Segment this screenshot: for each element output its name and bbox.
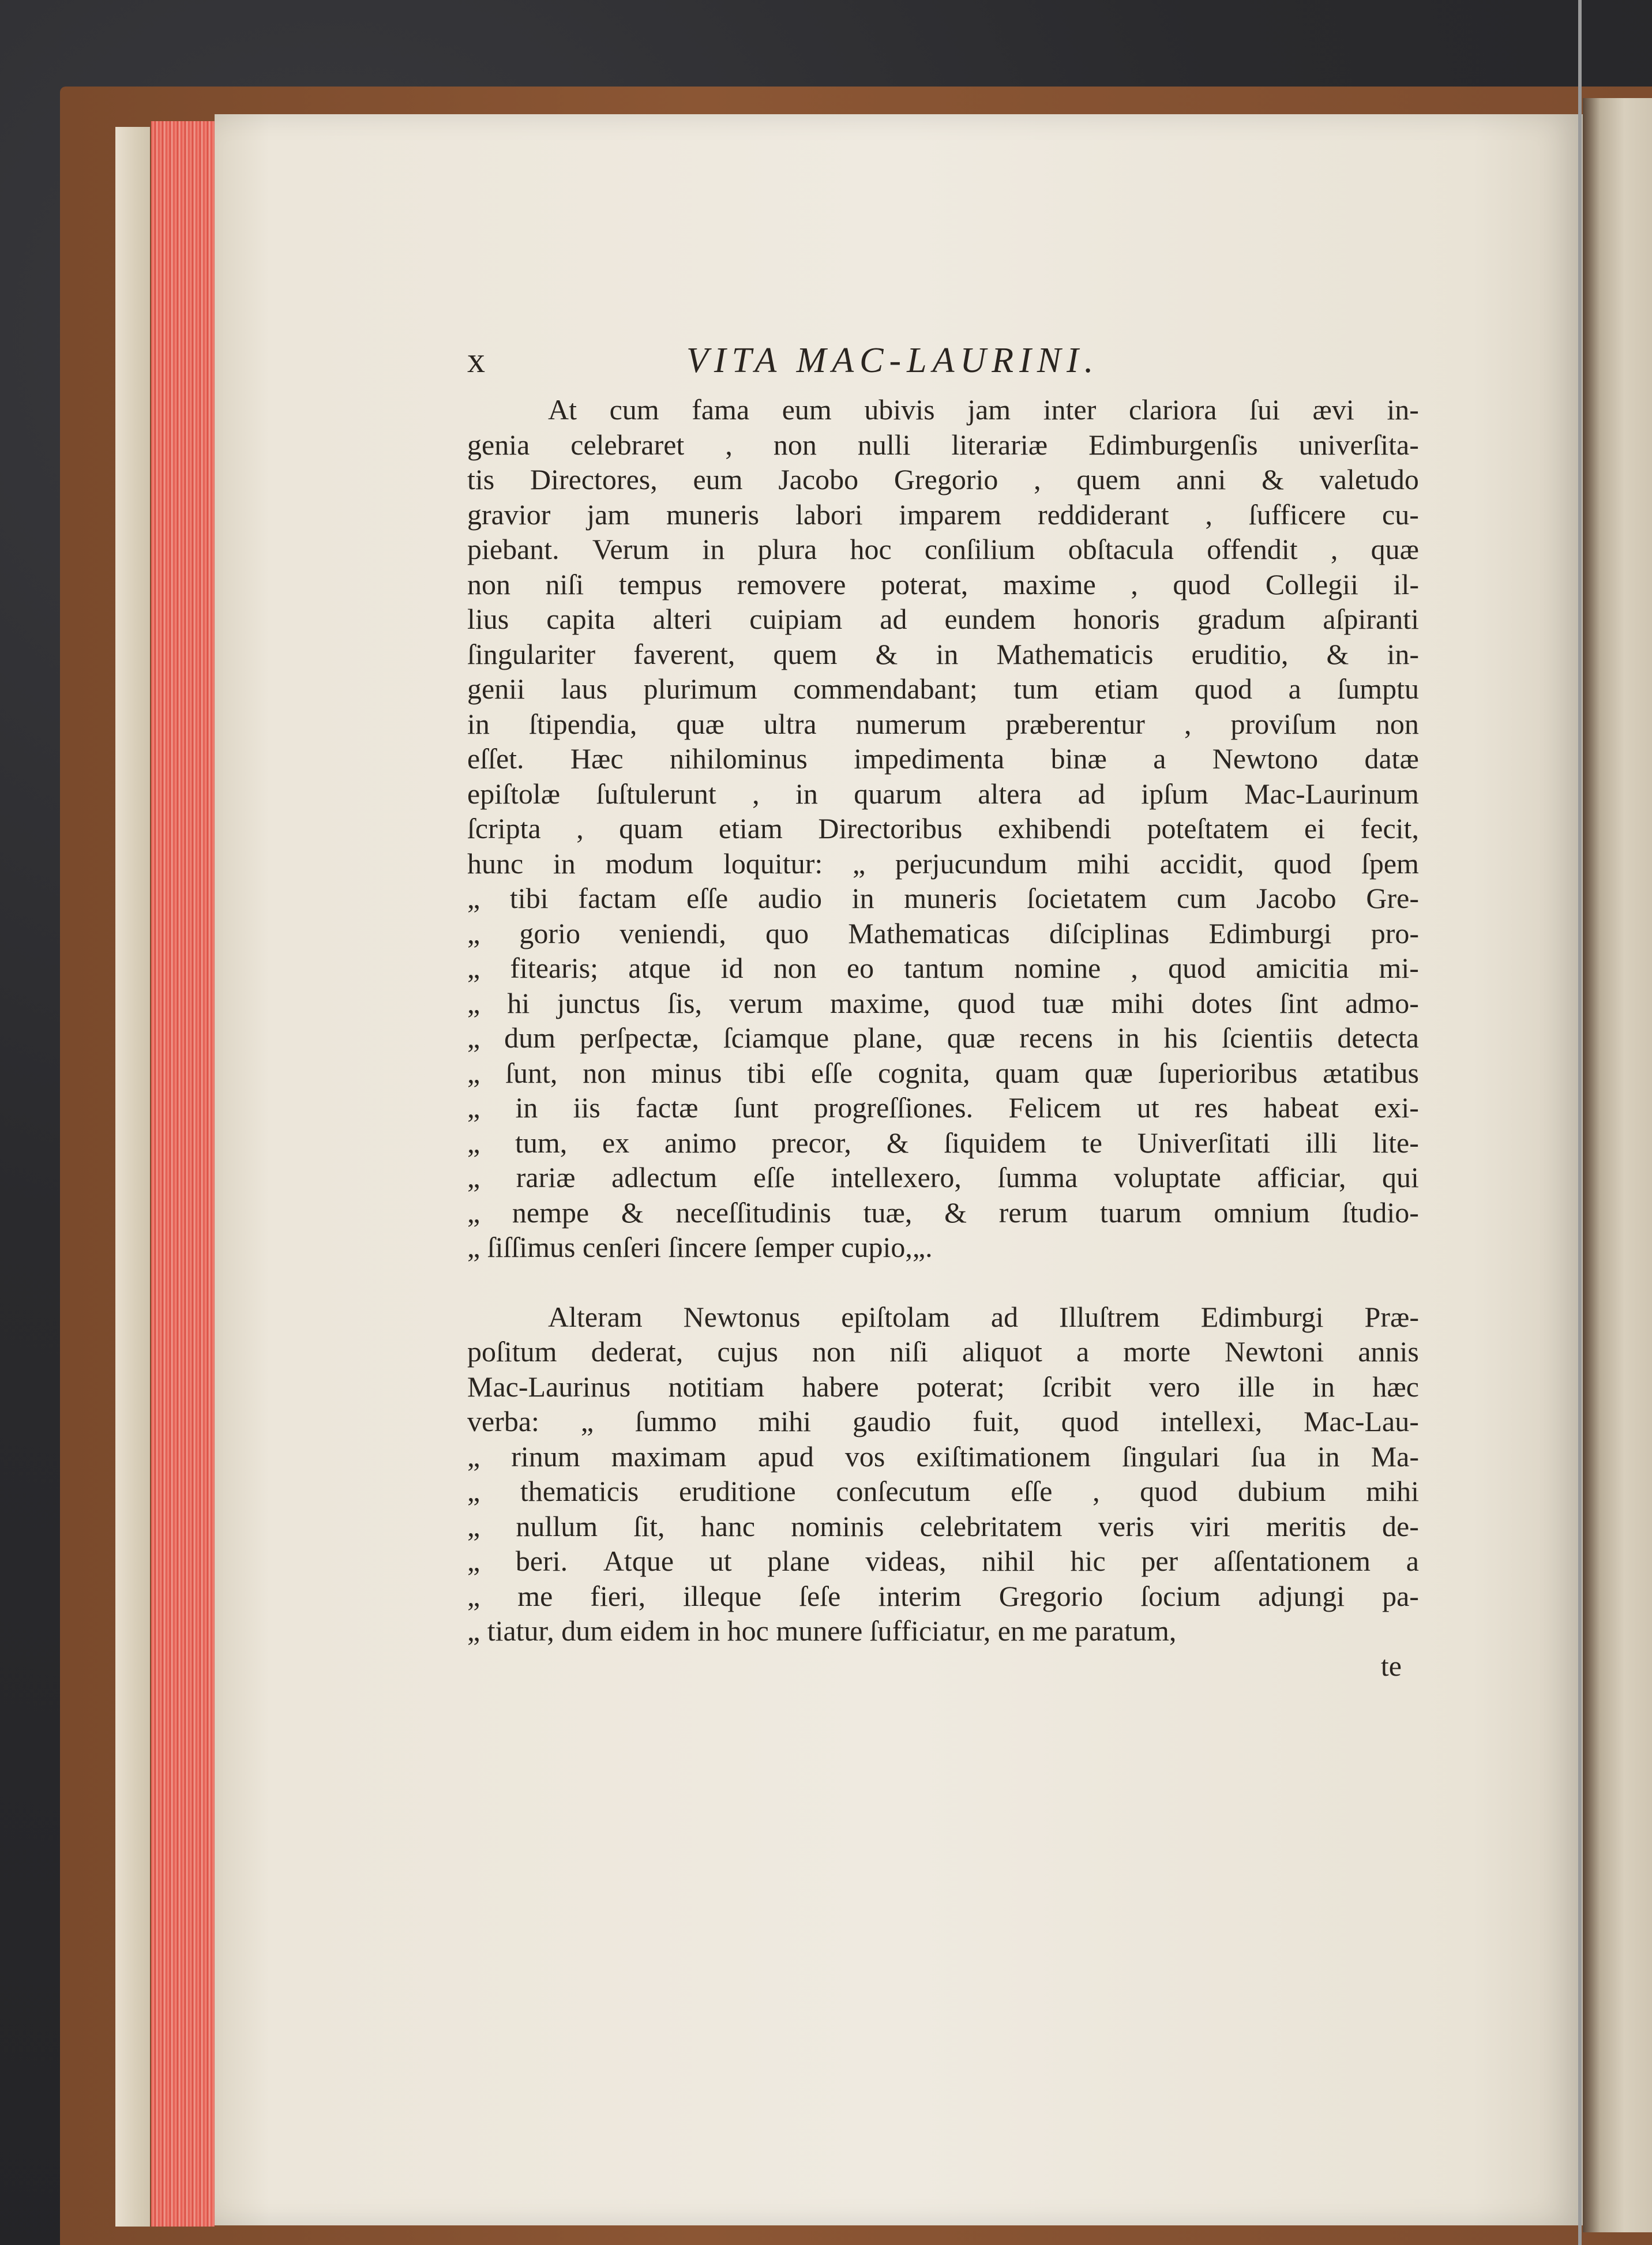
text-line: ſcripta , quam etiam Directoribus exhibendi poteſtatem ei fecit, [467,812,1419,844]
book-gutter [1583,98,1652,2232]
text-line: hunc in modum loquitur: „ perjucundum mihi accidit, quod ſpem [467,847,1419,880]
text-line: non niſi tempus removere poterat, maxime , quod Collegii il- [467,568,1419,600]
paragraph-gap [467,1265,1419,1300]
text-line: tis Directores, eum Jacobo Gregorio , quem anni & valetudo [467,463,1419,495]
paragraph-1 [467,392,1419,1265]
text-line: „ ſiſſimus cenſeri ſincere ſemper cupio,„. [467,1231,933,1263]
text-line: „ beri. Atque ut plane videas, nihil hic per aſſentationem a [467,1545,1419,1577]
page-number: x [467,341,485,380]
text-line: „ ſunt, non minus tibi eſſe cognita, quam quæ ſuperioribus ætatibus [467,1056,1419,1089]
text-line: in ſtipendia, quæ ultra numerum præberentur , proviſum non [467,707,1419,740]
catchword: te [1380,1649,1402,1682]
gutter-divider [1578,0,1582,2245]
text-line: epiſtolæ ſuſtulerunt , in quarum altera ad ipſum Mac-Laurinum [467,777,1419,810]
page-fore-edge [115,127,150,2227]
text-line: „ nempe & neceſſitudinis tuæ, & rerum tuarum omnium ſtudio- [467,1196,1419,1229]
text-line: „ tibi factam eſſe audio in muneris ſocietatem cum Jacobo Gre- [467,882,1419,914]
text-line: „ fitearis; atque id non eo tantum nomine , quod amicitia mi- [467,952,1419,984]
text-line: „ dum perſpectæ, ſciamque plane, quæ recens in his ſcientiis detecta [467,1022,1419,1054]
text-line: piebant. Verum in plura hoc conſilium obſtacula offendit , quæ [467,533,1419,565]
text-line: „ in iis factæ ſunt progreſſiones. Felicem ut res habeat exi- [467,1091,1419,1124]
text-line: „ rinum maximam apud vos exiſtimationem ſingulari ſua in Ma- [467,1440,1419,1473]
text-line: „ nullum ſit, hanc nominis celebritatem veris viri meritis de- [467,1510,1419,1542]
text-line: „ hi junctus ſis, verum maxime, quod tuæ mihi dotes ſint admo- [467,986,1419,1019]
text-line: „ rariæ adlectum eſſe intellexero, ſumma voluptate afficiar, qui [467,1161,1419,1193]
text-line: „ gorio veniendi, quo Mathematicas diſciplinas Edimburgi pro- [467,917,1419,949]
red-page-edges [151,121,215,2227]
text-line: poſitum dederat, cujus non niſi aliquot a morte Newtoni annis [467,1335,1419,1368]
text-line: genii laus plurimum commendabant; tum etiam quod a ſumptu [467,673,1419,705]
text-line: Alteram Newtonus epiſtolam ad Illuſtrem Edimburgi Præ- [548,1300,1419,1333]
text-line: At cum fama eum ubivis jam inter clariora ſui ævi in- [548,393,1419,426]
text-line: „ tum, ex animo precor, & ſiquidem te Univerſitati illi lite- [467,1126,1419,1159]
paragraph-2 [467,1300,1419,1649]
text-line: „ me fieri, illeque ſeſe interim Gregorio ſocium adjungi pa- [467,1579,1419,1612]
running-title: VITA MAC-LAURINI. [686,341,1099,380]
text-line: lius capita alteri cuipiam ad eundem honoris gradum aſpiranti [467,603,1419,635]
text-line: „ tiatur, dum eidem in hoc munere ſufficiatur, en me paratum, [467,1615,1177,1647]
text-line: Mac-Laurinus notitiam habere poterat; ſcribit vero ille in hæc [467,1370,1419,1403]
text-line: genia celebraret , non nulli literariæ Edimburgenſis univerſita- [467,428,1419,461]
text-line: „ thematicis eruditione conſecutum eſſe , quod dubium mihi [467,1475,1419,1507]
running-head [467,340,1419,392]
text-line: gravior jam muneris labori imparem reddiderant , ſufficere cu- [467,498,1419,531]
text-line: verba: „ ſummo mihi gaudio fuit, quod intellexi, Mac-Lau- [467,1405,1419,1437]
page-content [467,340,1419,1683]
text-line: ſingulariter faverent, quem & in Mathematicis eruditio, & in- [467,637,1419,670]
text-line: eſſet. Hæc nihilominus impedimenta binæ a Newtono datæ [467,742,1419,775]
